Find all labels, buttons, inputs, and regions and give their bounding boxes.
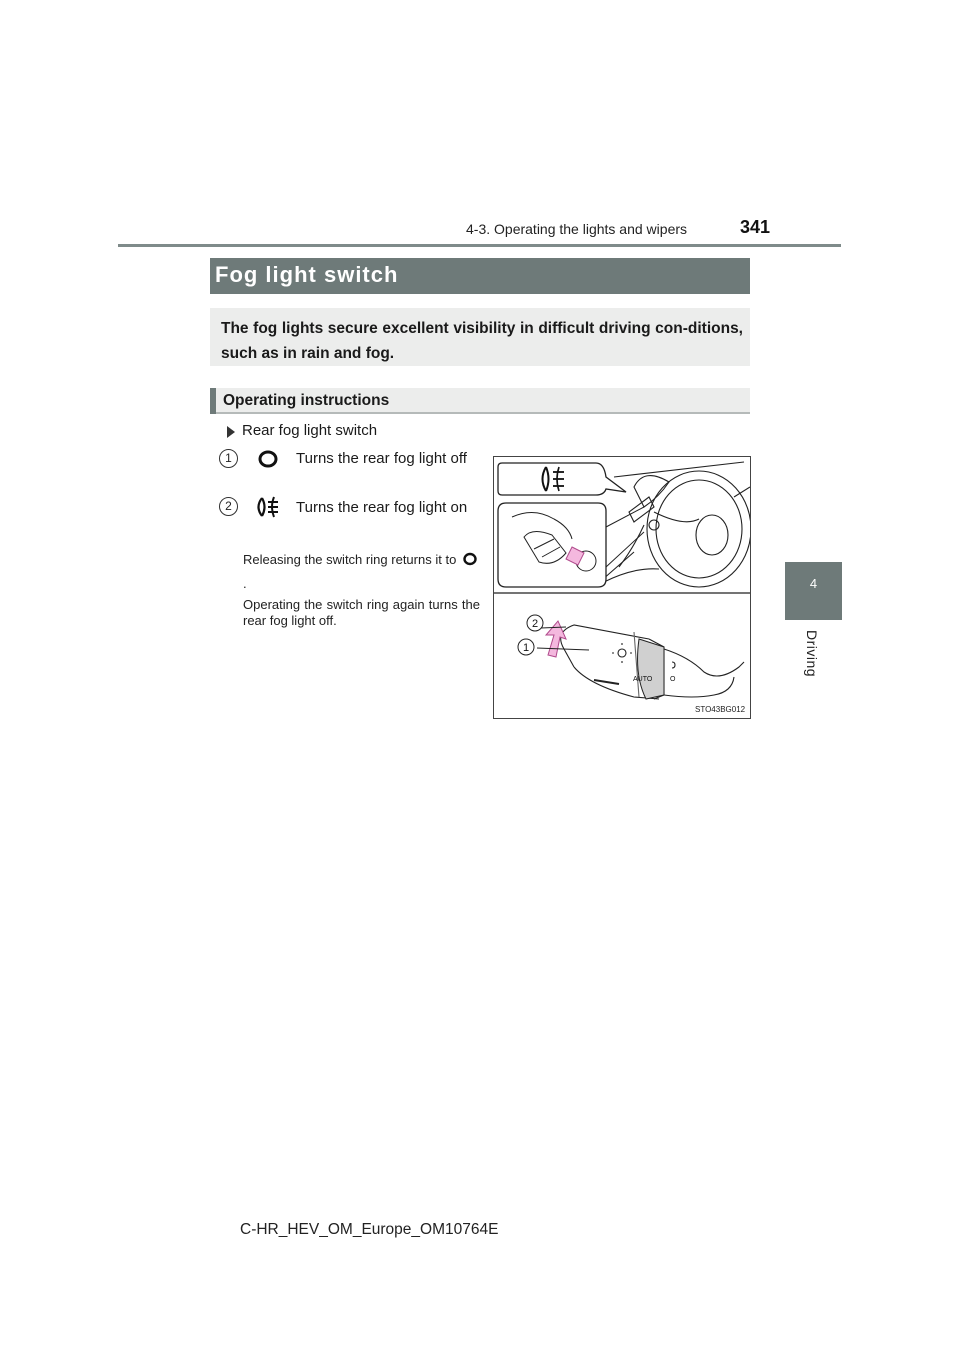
off-label: O (670, 676, 676, 683)
figure-caption: STO43BG012 (695, 705, 746, 714)
item-number-1: 1 (219, 449, 238, 468)
operate-again-note: Operating the switch ring again turns the rear fog light off. (243, 597, 480, 628)
figure-label-1: 1 (522, 642, 530, 654)
document-code: C-HR_HEV_OM_Europe_OM10764E (240, 1221, 499, 1238)
chapter-label (798, 630, 828, 690)
intro-text: The fog lights secure excellent visibility in difficult driving con-ditions, such as in rain and fog. (221, 320, 743, 362)
chapter-label-text: Driving (804, 630, 820, 678)
illustration-drawing (494, 457, 750, 718)
chapter-tab (785, 562, 842, 620)
item-text-1: Turns the rear fog light off (296, 450, 467, 467)
release-note-text: Releasing the switch ring returns it to (243, 552, 457, 567)
release-note (243, 548, 480, 596)
bullet-triangle-icon (227, 426, 235, 438)
header-rule (118, 244, 841, 247)
release-note-end: . (243, 576, 247, 591)
rear-fog-on-icon (254, 495, 282, 519)
subheading-accent (210, 388, 216, 414)
figure-label-2: 2 (531, 618, 539, 630)
item-number-2: 2 (219, 497, 238, 516)
rear-fog-off-icon (256, 449, 280, 469)
switch-illustration (493, 456, 751, 719)
chapter-number: 4 (809, 576, 818, 591)
page-title: Fog light switch (215, 262, 399, 287)
switch-heading: Rear fog light switch (242, 422, 378, 439)
rear-fog-off-inline-icon (462, 552, 478, 566)
section-title: 4-3. Operating the lights and wipers (466, 221, 688, 237)
subheading: Operating instructions (223, 392, 390, 409)
auto-label: AUTO (633, 676, 653, 683)
page-number: 341 (740, 217, 771, 237)
item-text-2: Turns the rear fog light on (296, 499, 468, 516)
